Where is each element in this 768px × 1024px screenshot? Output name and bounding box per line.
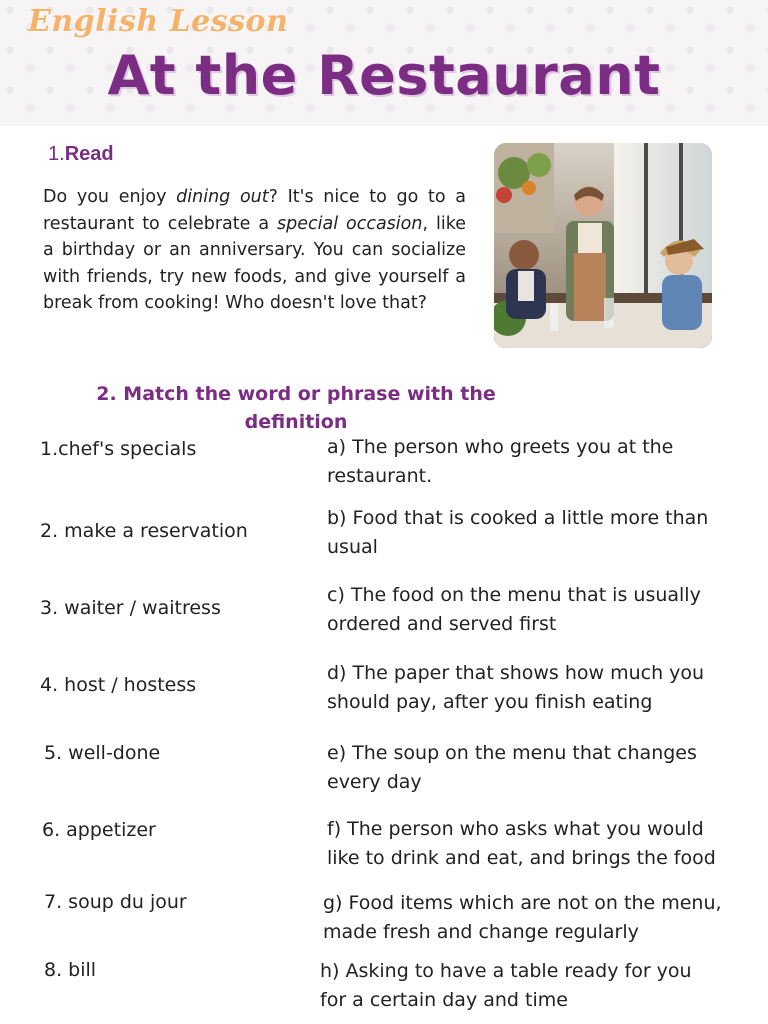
definition-f-line-2: like to drink and eat, and brings the food: [327, 846, 716, 869]
definition-d: [327, 659, 704, 716]
lesson-subtitle: English Lesson: [28, 4, 289, 39]
definition-c: [327, 581, 701, 638]
restaurant-photo: [494, 143, 712, 348]
definition-g: [323, 889, 722, 946]
definition-d-line-2: should pay, after you finish eating: [327, 690, 653, 713]
definition-e: [327, 739, 697, 796]
definition-f: [327, 815, 716, 872]
term-appetizer: 6. appetizer: [42, 819, 156, 841]
page-title: At the Restaurant: [107, 44, 661, 107]
reading-text-2: ? It's nice to go to a restaurant to celebrate a: [43, 187, 466, 234]
definition-h-line-1: h) Asking to have a table ready for you: [320, 960, 692, 982]
match-section-heading: 2. Match the word or phrase with the definition: [96, 383, 496, 433]
term-soup-du-jour: 7. soup du jour: [44, 891, 187, 913]
reading-emphasis-special-occasion: special occasion: [277, 213, 423, 234]
definition-h: [320, 957, 692, 1014]
term-make-a-reservation: 2. make a reservation: [40, 520, 248, 542]
definition-b-line-2: usual: [327, 535, 378, 558]
term-chefs-specials: 1.chef's specials: [40, 438, 197, 460]
reading-text-3: , like a birthday or an anniversary. You can socialize with friends, try new foods, and give yourself a break from cooking! Who doesn't love that?: [43, 213, 466, 314]
term-well-done: 5. well-done: [44, 742, 161, 764]
definition-b-line-1: b) Food that is cooked a little more than: [327, 507, 709, 529]
definition-f-line-1: f) The person who asks what you would: [327, 818, 704, 840]
read-section-heading: [48, 143, 114, 166]
read-section-label: Read: [64, 143, 114, 165]
definition-a: [327, 433, 673, 490]
read-section-number: 1.: [48, 143, 65, 165]
term-host-hostess: 4. host / hostess: [40, 674, 197, 696]
definition-c-line-1: c) The food on the menu that is usually: [327, 584, 701, 606]
reading-paragraph: [43, 184, 466, 317]
definition-d-line-1: d) The paper that shows how much you: [327, 662, 705, 684]
definition-a-line-2: restaurant.: [327, 464, 433, 487]
definition-c-line-2: ordered and served first: [327, 612, 557, 635]
definition-e-line-2: every day: [327, 770, 422, 793]
definition-a-line-1: a) The person who greets you at the: [327, 436, 674, 458]
definition-g-line-1: g) Food items which are not on the menu,: [323, 892, 722, 914]
definition-h-line-2: for a certain day and time: [320, 988, 568, 1011]
reading-emphasis-dining-out: dining out: [176, 187, 269, 207]
definition-e-line-1: e) The soup on the menu that changes: [327, 742, 697, 764]
reading-text-1: Do you enjoy: [43, 187, 177, 207]
term-waiter-waitress: 3. waiter / waitress: [40, 597, 221, 619]
definition-g-line-2: made fresh and change regularly: [323, 920, 639, 943]
term-bill: 8. bill: [44, 959, 97, 981]
restaurant-photo-illustration: [494, 143, 712, 348]
definition-b: [327, 504, 708, 561]
header-banner: [0, 0, 768, 126]
